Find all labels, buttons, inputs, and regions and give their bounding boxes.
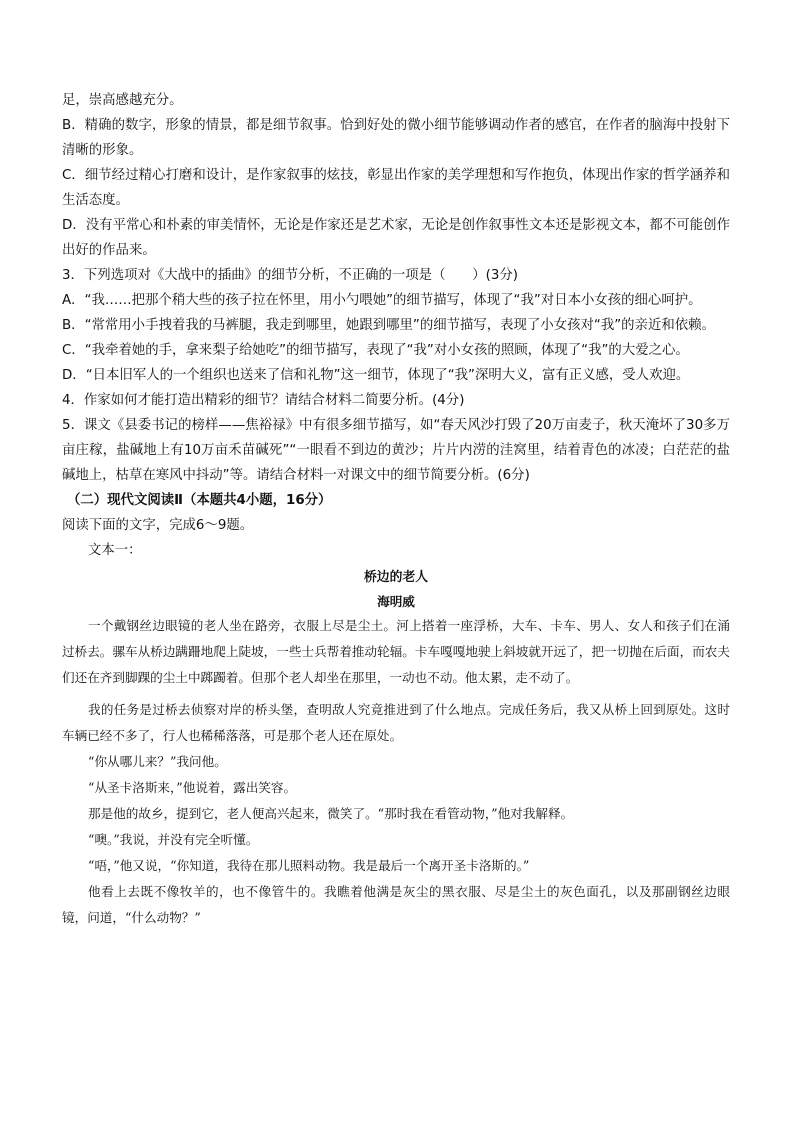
story-paragraph: 一个戴钢丝边眼镜的老人坐在路旁，衣服上尽是尘土。河上搭着一座浮桥，大车、卡车、男人、女人和孩子们在涌过桥去。骡车从桥边蹒跚地爬上陡坡，一些士兵帮着推动轮辐。卡车嘎嘎地驶上斜坡就开远了，把一切抛在后面，而农夫们还在齐到脚踝的尘土中踯躅着。但那个老人却坐在那里，一动也不动。他太累，走不动了。 bbox=[62, 618, 730, 685]
q2-option-d: D．没有平常心和朴素的审美情怀，无论是作家还是艺术家，无论是创作叙事性文本还是影视文本，都不可能创作出好的作品来。 bbox=[62, 218, 730, 258]
story-paragraph: “你从哪儿来？”我问他。 bbox=[88, 754, 227, 769]
question-5: 5．课文《县委书记的榜样——焦裕禄》中有很多细节描写，如“春天风沙打毁了20万亩麦子，秋天淹坏了30多万亩庄稼，盐碱地上有10万亩禾苗碱死”“一眼看不到边的黄沙；片片内涝的洼窝里，结着青色的冰凌；白茫茫的盐碱地上，枯草在寒风中抖动”等。请结合材料一对课文中的细节简要分析。(6分) bbox=[62, 418, 730, 483]
q2-option-a-end: 足，崇高感越充分。 bbox=[62, 93, 183, 108]
q3-option-b: B．“常常用小手拽着我的马裤腿，我走到哪里，她跟到哪里”的细节描写，表现了小女孩对“我”的亲近和依赖。 bbox=[62, 318, 715, 333]
story-paragraph: “从圣卡洛斯来，”他说着，露出笑容。 bbox=[88, 780, 297, 795]
story-paragraph: 那是他的故乡，提到它，老人便高兴起来，微笑了。“那时我在看管动物，”他对我解释。 bbox=[88, 806, 574, 821]
story-title: 桥边的老人 bbox=[364, 570, 428, 585]
q3-option-a: A．“我……把那个稍大些的孩子拉在怀里，用小勺喂她”的细节描写，体现了“我”对日本小女孩的细心呵护。 bbox=[62, 293, 702, 308]
q3-option-d: D．“日本旧军人的一个组织也送来了信和礼物”这一细节，体现了“我”深明大义，富有正义感，受人欢迎。 bbox=[62, 368, 690, 383]
story-paragraph: “噢。”我说，并没有完全听懂。 bbox=[88, 832, 259, 847]
section-instruction: 阅读下面的文字，完成6～9题。 bbox=[62, 518, 254, 533]
q2-option-c: C．细节经过精心打磨和设计，是作家叙事的炫技，彰显出作家的美学理想和写作抱负，体现出作家的哲学涵养和生活态度。 bbox=[62, 168, 730, 208]
q3-stem: 3．下列选项对《大战中的插曲》的细节分析，不正确的一项是（ ）(3分) bbox=[62, 268, 518, 283]
story-paragraph: 我的任务是过桥去侦察对岸的桥头堡，查明敌人究竟推进到了什么地点。完成任务后，我又从桥上回到原处。这时车辆已经不多了，行人也稀稀落落，可是那个老人还在原处。 bbox=[62, 702, 730, 743]
story-paragraph: “唔，”他又说，“你知道，我待在那儿照料动物。我是最后一个离开圣卡洛斯的。” bbox=[88, 858, 530, 873]
q3-option-c: C．“我牵着她的手，拿来梨子给她吃”的细节描写，表现了“我”对小女孩的照顾，体现了“我”的大爱之心。 bbox=[62, 343, 689, 358]
text-label: 文本一： bbox=[88, 543, 142, 558]
section-heading: （二）现代文阅读Ⅱ（本题共4小题，16分） bbox=[67, 493, 332, 508]
exam-page bbox=[62, 88, 730, 931]
question-4: 4．作家如何才能打造出精彩的细节？请结合材料二简要分析。(4分) bbox=[62, 393, 465, 408]
story-author: 海明威 bbox=[377, 594, 415, 609]
story-body bbox=[62, 613, 730, 931]
q2-option-b: B．精确的数字，形象的情景，都是细节叙事。恰到好处的微小细节能够调动作者的感官，在作者的脑海中投射下清晰的形象。 bbox=[62, 118, 730, 158]
story-paragraph: 他看上去既不像牧羊的，也不像管牛的。我瞧着他满是灰尘的黑衣服、尽是尘土的灰色面孔，以及那副钢丝边眼镜，问道，“什么动物？” bbox=[62, 884, 730, 925]
